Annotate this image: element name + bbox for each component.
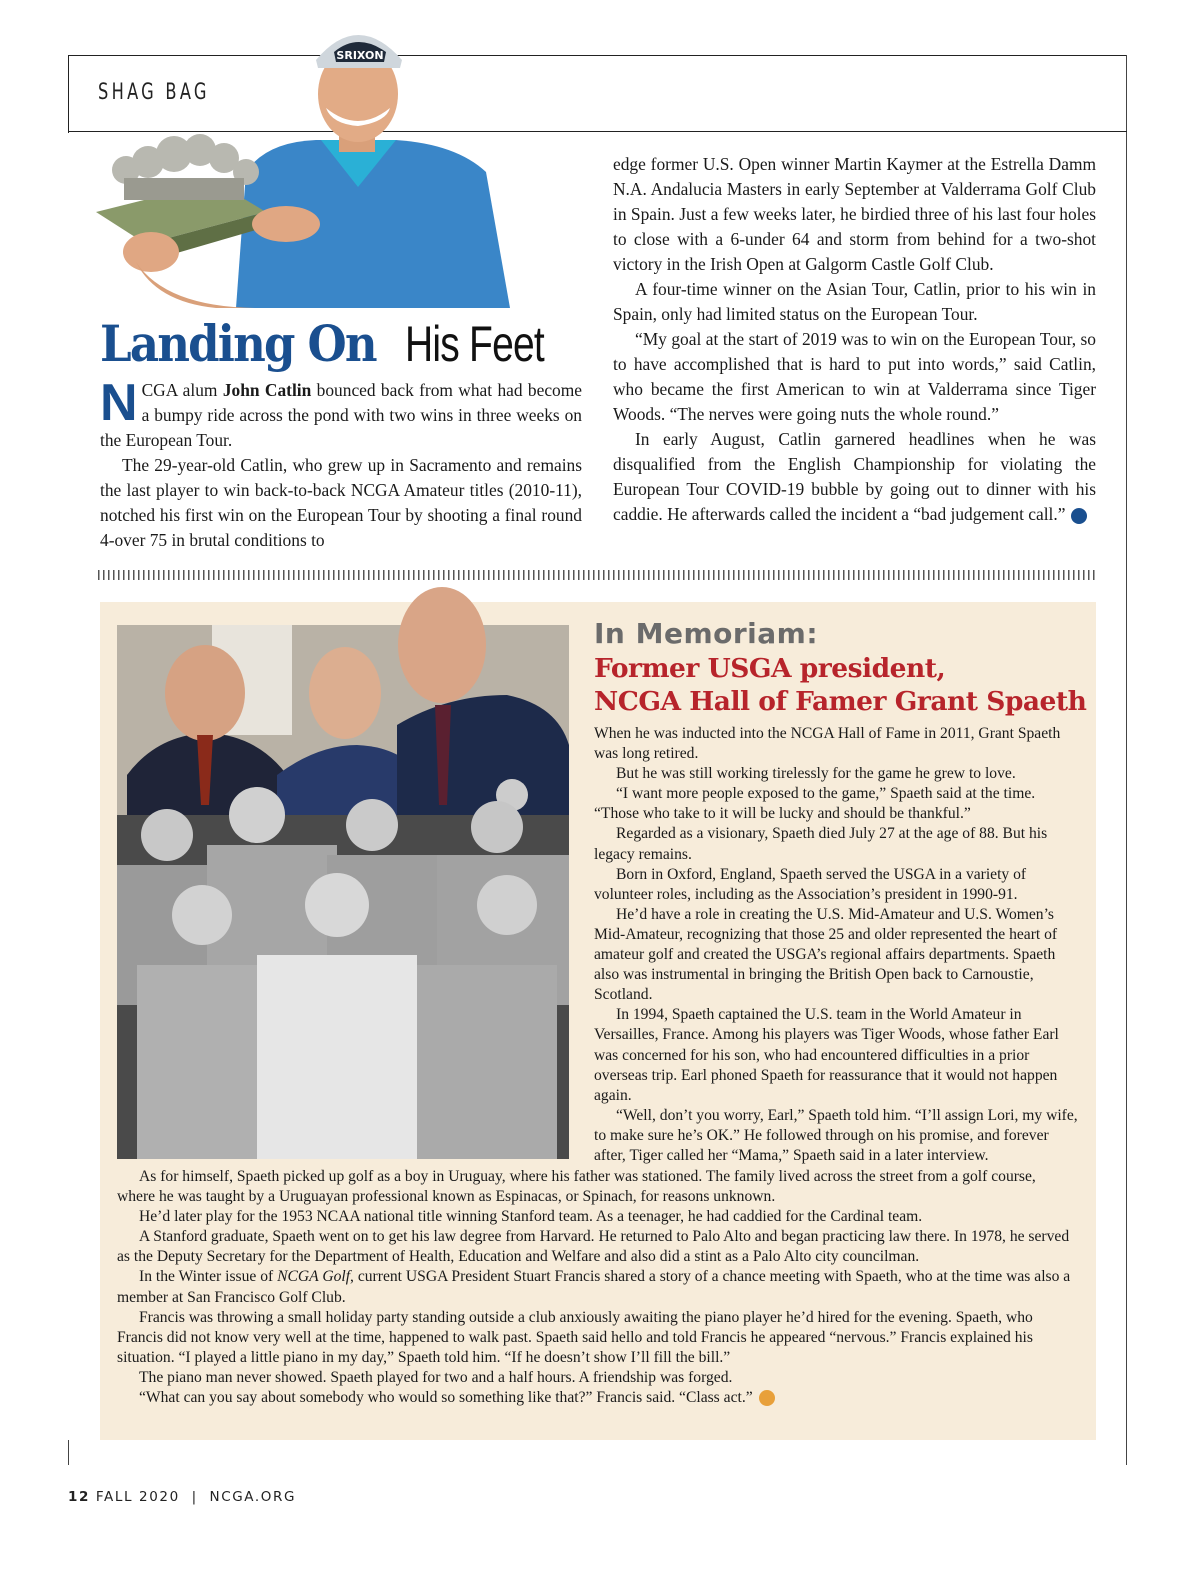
memoriam-paragraph: “Well, don’t you worry, Earl,” Spaeth told him. “I’ll assign Lori, my wife, to make sure he’s OK.” He followed through on his promise, and forever after, Tiger called her “Mama,” Spaeth said in a later interview.: [594, 1106, 1078, 1164]
memoriam-paragraph: He’d have a role in creating the U.S. Mid-Amateur and U.S. Women’s Mid-Amateur, recognizing that those 25 and older represented the heart of amateur golf and created the USGA’s regional affairs departments. Spaeth also was instrumental in bringing the British Open back to Carnoustie, Scotland.: [594, 905, 1058, 1004]
site-url: NCGA.ORG: [209, 1489, 297, 1505]
footer-separator: |: [191, 1489, 198, 1505]
trophy-body: [124, 178, 244, 200]
memoriam-kicker: In Memoriam:: [594, 617, 819, 650]
memoriam-paragraph: Francis was throwing a small holiday party standing outside a club anxiously awaiting the piano player he’d hired for the evening. Spaeth, who Francis did not know very well at the time, happened to walk past. Spaeth said hello and told Francis he appeared “nervous.” Francis explained his situation. “I played a little piano in my day,” Spaeth told him. “If he doesn’t show I’ll fill the bill.”: [117, 1308, 1033, 1366]
headline-bold: Landing On: [100, 314, 376, 373]
memoriam-paragraph: A Stanford graduate, Spaeth went on to get his law degree from Harvard. He returned to Palo Alto and began practicing law there. In 1978, he served as the Deputy Secretary for the Department of Health, Education and Welfare and also did a stint as a Palo Alto city councilman.: [117, 1228, 1070, 1266]
memoriam-paragraph: But he was still working tirelessly for the game he grew to love.: [616, 765, 1016, 783]
memoriam-column-right: [594, 724, 1080, 1166]
memoriam-title-line: Former USGA president,: [594, 653, 946, 684]
article-text: CGA alum: [141, 380, 223, 400]
memoriam-photo-collage: [117, 575, 569, 1159]
ncga-end-mark-icon: [1071, 508, 1087, 524]
article-headline: [100, 314, 583, 373]
article-text: bounced back from what had become a bumpy ride across the pond with two wins in three weeks on the European Tour.: [100, 380, 582, 450]
article-column-left: [100, 374, 582, 553]
article-paragraph: “My goal at the start of 2019 was to win on the European Tour, so to have accomplished that is hard to put into words,” said Catlin, who became the first American to win at Valderrama since Tiger Woods. “The nerves were going nuts the whole round.”: [613, 329, 1096, 424]
issue-label: FALL 2020: [95, 1489, 180, 1505]
left-hand: [123, 232, 179, 272]
article-text: In early August, Catlin garnered headlines when he was disqualified from the English Championship for violating the European Tour COVID-19 bubble by going out to dinner with his caddie. He afterwards called the incident a “bad judgement call.”: [613, 429, 1096, 524]
page-frame-right: [1126, 55, 1127, 1465]
drop-cap: N: [100, 374, 138, 432]
article-paragraph: [613, 427, 1096, 527]
memoriam-text: “What can you say about somebody who would so something like that?” Francis said. “Class act.”: [139, 1389, 753, 1407]
memoriam-paragraph: He’d later play for the 1953 NCAA national title winning Stanford team. As a teenager, he had caddied for the Cardinal team.: [139, 1208, 923, 1226]
memoriam-full-width-text: [117, 1167, 1077, 1408]
page-number: 12: [68, 1489, 90, 1505]
memoriam-paragraph: [117, 1267, 1077, 1307]
page-frame-left: [68, 55, 69, 133]
article-paragraph: [100, 374, 582, 453]
page-footer: [68, 1489, 296, 1505]
memoriam-paragraph: Born in Oxford, England, Spaeth served the USGA in a variety of volunteer roles, including as the Association’s president in 1990-91.: [594, 865, 1027, 903]
memoriam-title-line: NCGA Hall of Famer Grant Spaeth: [594, 686, 1087, 717]
section-tag: SHAG BAG: [98, 80, 210, 105]
headline-thin: His Feet: [405, 316, 544, 372]
memoriam-text: , current USGA President Stuart Francis shared a story of a chance meeting with Spaeth, who at the time was also a member at San Francisco Golf Club.: [117, 1268, 1071, 1306]
trophy-silver-trees: [112, 134, 259, 185]
ncga-end-mark-icon: [759, 1390, 775, 1406]
memoriam-paragraph: The piano man never showed. Spaeth played for two and a half hours. A friendship was forged.: [139, 1368, 733, 1386]
memoriam-text: In the Winter issue of: [139, 1268, 278, 1286]
magazine-title-italic: NCGA Golf: [277, 1268, 351, 1286]
man-right-face: [398, 587, 486, 703]
golfer-trophy-photo: [96, 12, 510, 308]
srixon-cap-text: SRIXON: [336, 49, 384, 62]
memoriam-paragraph: When he was inducted into the NCGA Hall of Fame in 2011, Grant Spaeth was long retired.: [594, 725, 1061, 763]
memoriam-paragraph: In 1994, Spaeth captained the U.S. team in the World Amateur in Versailles, France. Among his players was Tiger Woods, whose father Earl was concerned for his son, who had encountered difficulties in a prior overseas trip. Earl phoned Spaeth for reassurance that it would not happen again.: [594, 1006, 1059, 1104]
article-paragraph: edge former U.S. Open winner Martin Kaymer at the Estrella Damm N.A. Andalucia Masters in early September at Valderrama Golf Club in Spain. Just a few weeks later, he birdied three of his last four holes to close with a 6-under 64 and storm from behind for a two-shot victory in the Irish Open at Galgorm Castle Golf Club.: [613, 154, 1096, 274]
man-middle-face: [309, 647, 381, 739]
right-hand: [252, 206, 320, 242]
memoriam-title: [594, 652, 1086, 718]
memoriam-paragraph: Regarded as a visionary, Spaeth died July 27 at the age of 88. But his legacy remains.: [594, 825, 1048, 863]
article-name-bold: John Catlin: [222, 380, 312, 400]
article-paragraph: The 29-year-old Catlin, who grew up in Sacramento and remains the last player to win back-to-back NCGA Amateur titles (2010-11), notched his first win on the European Tour by shooting a final round 4-over 75 in brutal conditions to: [100, 455, 582, 550]
memoriam-paragraph: “I want more people exposed to the game,” Spaeth said at the time. “Those who take to it will be lucky and should be thankful.”: [594, 785, 1036, 823]
memoriam-paragraph: [117, 1388, 1077, 1408]
article-paragraph: A four-time winner on the Asian Tour, Catlin, prior to his win in Spain, only had limited status on the European Tour.: [613, 279, 1096, 324]
memoriam-paragraph: As for himself, Spaeth picked up golf as a boy in Uruguay, where his father was stationed. The family lived across the street from a golf course, where he was taught by a Uruguayan professional known as Espinacas, or Spinach, for reasons unknown.: [117, 1168, 1036, 1206]
article-column-right: [613, 152, 1096, 527]
man-left-face: [165, 645, 245, 741]
page-frame-left-lower: [68, 1440, 69, 1465]
